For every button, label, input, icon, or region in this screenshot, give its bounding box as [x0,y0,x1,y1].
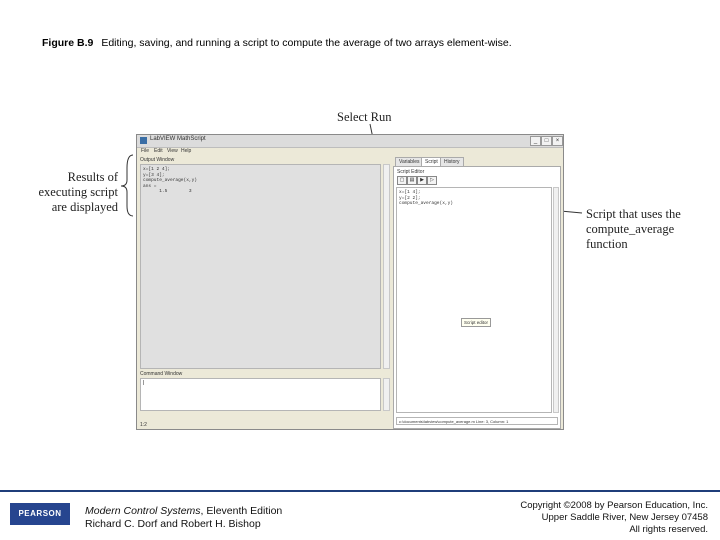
maximize-button[interactable]: □ [541,136,552,146]
output-window: x=[1 2 4]; y=[3 4]; compute_average(x,y) ans = 1.5 3 [140,164,381,369]
figure-caption-text: Editing, saving, and running a script to compute the average of two arrays element-wise. [101,37,512,49]
tab-variables[interactable]: Variables [395,157,423,166]
save-script-button[interactable]: ▤ [407,176,417,185]
script-editor[interactable]: x=[1 4]; y=[2 2]; compute_average(x,y) [396,187,552,413]
command-scrollbar[interactable] [383,378,390,411]
minimize-button[interactable]: _ [530,136,541,146]
copyright: Copyright ©2008 by Pearson Education, Inc. Upper Saddle River, New Jersey 07458 All rights reserved. [520,500,708,535]
book-authors: Richard C. Dorf and Robert H. Bishop [85,518,261,530]
script-scrollbar[interactable] [553,187,559,413]
menu-file[interactable]: File [141,148,150,154]
menu-edit[interactable]: Edit [154,148,163,154]
book-credit [85,505,282,531]
app-icon [140,137,147,144]
menu-help[interactable]: Help [181,148,192,154]
script-editor-label: Script Editor [397,169,425,175]
output-window-label: Output Window [140,157,175,163]
tooltip: Script editor [461,318,491,327]
book-title: Modern Control Systems [85,505,201,517]
annotation-results: Results of executing script are displayed [38,170,118,214]
book-edition: , Eleventh Edition [200,505,283,517]
footer-divider [0,490,720,492]
close-button[interactable]: × [552,136,563,146]
window-title: LabVIEW MathScript [150,136,206,142]
command-window-label: Command Window [140,371,183,377]
figure-number: Figure B.9 [42,37,94,49]
annotation-select-run: Select Run [337,110,392,124]
output-scrollbar[interactable] [383,164,390,369]
results-bracket [121,155,133,216]
script-panel [393,166,561,429]
tab-bar [393,157,561,166]
script-status-bar: c:\documents\labview\compute_average.m Line: 3, Column: 1 [396,417,558,425]
menu-view[interactable]: View [167,148,178,154]
annotation-script: Script that uses the compute_average function [586,207,681,251]
command-window-input[interactable]: | [140,378,381,411]
left-pane [140,157,390,421]
run-button[interactable]: ▶ [417,176,427,185]
right-pane [393,157,563,429]
status-bar-text: 1:2 [140,422,147,428]
tab-history[interactable]: History [440,157,464,166]
tab-script[interactable]: Script [421,157,442,166]
new-script-button[interactable]: ▢ [397,176,407,185]
run-selection-button[interactable]: ▷ [427,176,437,185]
menu-bar [137,147,563,156]
app-window [136,134,564,430]
pearson-logo: PEARSON [10,503,70,525]
